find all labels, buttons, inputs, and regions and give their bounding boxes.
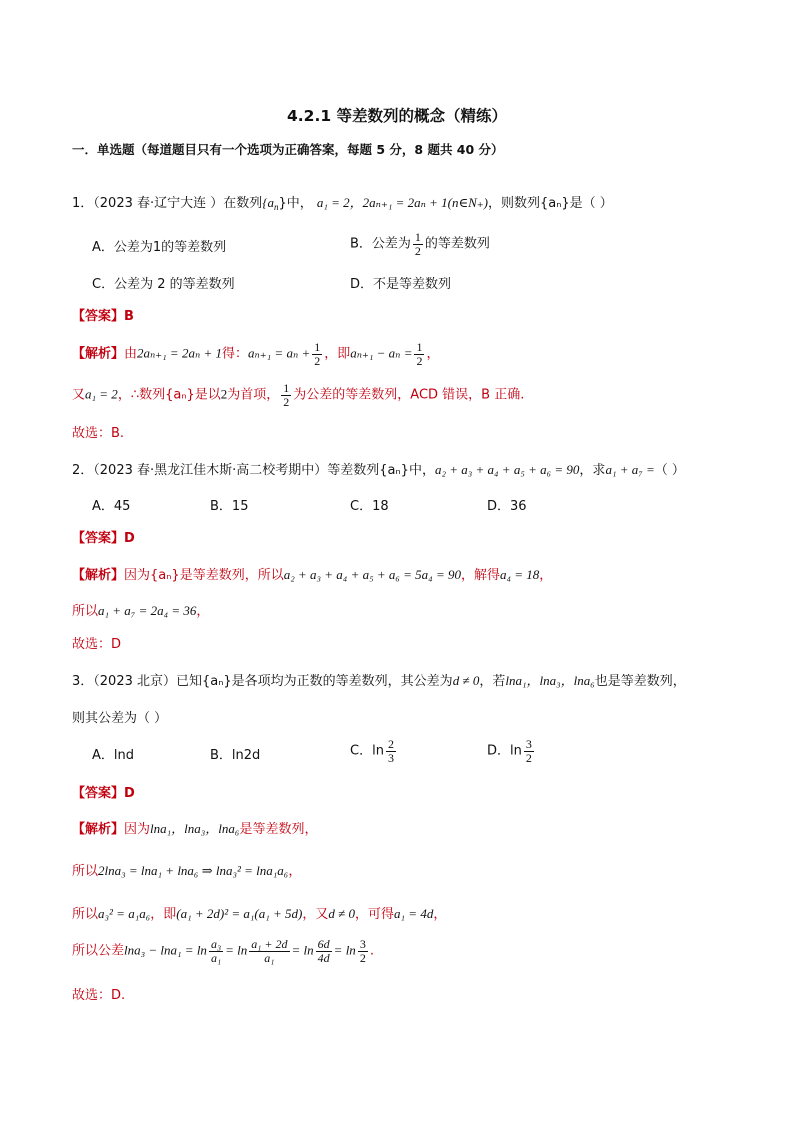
text: 得： — [222, 346, 249, 362]
text: ， — [288, 864, 302, 879]
q1-condition: a₁ = 2，2aₙ₊₁ = 2aₙ + 1(n∈N₊) — [316, 195, 488, 210]
math: lna₁，lna₃，lna₆ — [505, 673, 595, 688]
q1-conclusion: 故选：B. — [72, 426, 125, 441]
text: 所以 — [72, 907, 99, 922]
math: aₙ₊₁ − aₙ = — [350, 345, 413, 361]
frac — [316, 938, 332, 964]
text: C．ln — [350, 743, 384, 759]
math: d ≠ 0 — [452, 673, 480, 688]
q3-analysis-line-2 — [72, 860, 301, 879]
frac-num: a₁ + 2d — [251, 937, 288, 951]
answer-value: B — [124, 309, 134, 324]
q2-option-a: A．45 — [92, 499, 131, 514]
frac-num: a₃ — [210, 937, 222, 951]
frac-den: 3 — [387, 750, 394, 765]
q1-analysis-line-1 — [72, 341, 439, 367]
frac-num: 1 — [283, 381, 290, 395]
frac-num: 1 — [414, 230, 421, 244]
text: ， — [539, 568, 553, 583]
text: 也是等差数列， — [594, 674, 686, 689]
math: lna₁，lna₃，lna₆ — [150, 821, 240, 836]
frac-num: 3 — [525, 737, 532, 751]
text: 为公差的等差数列，ACD 错误，B 正确. — [293, 387, 525, 403]
q3-answer — [72, 782, 135, 801]
question-2-stem — [72, 459, 685, 478]
math: a₄ = 18 — [500, 567, 540, 582]
text: D．ln — [487, 743, 522, 759]
q2-option-d: D．36 — [487, 499, 527, 514]
frac-half — [312, 341, 322, 367]
text: 所以 — [72, 604, 99, 619]
q2-option-b: B．15 — [210, 499, 249, 514]
math: 2lna₃ = lna₁ + lna₆ ⇒ lna₃² = lna₁a₆ — [98, 863, 289, 878]
q2-end: （ ） — [654, 463, 685, 478]
q2-conclusion: 故选：D — [72, 637, 122, 652]
q2-condition: a₂ + a₃ + a₄ + a₅ + a₆ = 90 — [434, 462, 580, 477]
text: ，∴数列{aₙ}是以 — [117, 387, 221, 403]
text: 所以公差 — [72, 943, 125, 959]
frac — [386, 738, 396, 764]
text: 由 — [124, 346, 138, 362]
text: ，即 — [324, 346, 351, 362]
frac-den: 2 — [359, 950, 366, 965]
text: 3．（2023 北京）已知{aₙ}是各项均为正数的等差数列，其公差为 — [72, 674, 453, 689]
q2-prefix: 2．（2023 春·黑龙江佳木斯·高二校考期中）等差数列{aₙ}中， — [72, 463, 435, 478]
q2-suffix: ，求 — [579, 463, 606, 478]
question-1-stem: 1．（2023 春·辽宁大连 ）在数列$\{a_n\}$中， a₁ = 2，2aₙ₊₁ = 2aₙ + 1(n∈N₊)，则数列{aₙ}是（ ） — [72, 195, 613, 212]
q2-analysis-line-2 — [72, 600, 209, 619]
text: ， — [426, 346, 440, 362]
math: a₁ = 2 — [85, 386, 118, 402]
q1-option-c: C．公差为 2 的等差数列 — [92, 277, 235, 292]
math: aₙ₊₁ = aₙ + — [248, 345, 311, 361]
analysis-label: 【解析】 — [72, 568, 125, 583]
math: = ln — [291, 942, 314, 958]
q2-target: a₁ + a₇ = — [605, 462, 655, 477]
frac-den: 2 — [525, 750, 532, 765]
math: a₂ + a₃ + a₄ + a₅ + a₆ = 5a₄ = 90 — [283, 567, 461, 582]
math: 2aₙ₊₁ = 2aₙ + 1 — [137, 345, 222, 361]
q2-option-c: C．18 — [350, 499, 389, 514]
frac-den: 2 — [314, 353, 321, 368]
math: = ln — [225, 942, 248, 958]
section-heading: 一．单选题（每道题目只有一个选项为正确答案，每题 5 分，8 题共 40 分） — [72, 142, 504, 157]
frac-num: 6d — [317, 937, 330, 951]
frac-den: 4d — [317, 950, 330, 965]
text: ， — [433, 907, 447, 922]
frac-num: 3 — [359, 937, 366, 951]
text: 是等差数列， — [239, 822, 318, 837]
answer-label: 【答案】 — [72, 786, 125, 801]
q1-answer — [72, 305, 134, 324]
frac-half — [281, 382, 291, 408]
page-title: 4.2.1 等差数列的概念（精练） — [286, 107, 508, 125]
q3-option-a: A．lnd — [92, 748, 134, 763]
q1-option-b-frac — [413, 231, 423, 257]
frac-den: 2 — [414, 243, 421, 258]
text: 为首项， — [227, 387, 280, 403]
q3-option-c — [350, 738, 398, 764]
q3-analysis-line-4 — [72, 938, 374, 964]
q2-answer — [72, 527, 135, 546]
frac-num: 2 — [387, 737, 394, 751]
text: ，又 — [302, 907, 329, 922]
q1-prefix: 1．（2023 春·辽宁大连 ）在数列 — [72, 196, 263, 211]
q2-analysis-line-1 — [72, 564, 552, 583]
math: 2 — [220, 386, 228, 402]
math: lna₃ − lna₁ = ln — [124, 942, 207, 958]
frac — [249, 938, 289, 964]
text: 又 — [72, 387, 86, 403]
frac-den: a₁ — [264, 950, 275, 965]
math: d ≠ 0 — [328, 906, 356, 921]
answer-label: 【答案】 — [72, 309, 125, 324]
text: ， — [196, 604, 210, 619]
frac-num: 1 — [416, 340, 423, 354]
analysis-label: 【解析】 — [72, 346, 125, 362]
math: a₃² = a₁a₆ — [98, 906, 151, 921]
q1-suffix: ，则数列{aₙ}是（ ） — [487, 196, 613, 211]
frac-half — [414, 341, 424, 367]
q3-option-d — [487, 738, 536, 764]
answer-value: D — [124, 531, 135, 546]
q1-option-b-pre: B．公差为 — [350, 236, 411, 252]
analysis-label: 【解析】 — [72, 822, 125, 837]
frac-den: a₁ — [210, 950, 222, 965]
q1-seq: {a — [262, 195, 274, 210]
text: ，解得 — [460, 568, 500, 583]
q3-conclusion: 故选：D. — [72, 988, 126, 1003]
question-3-stem-line-2: 则其公差为（ ） — [72, 711, 168, 726]
frac-den: 2 — [416, 353, 423, 368]
q1-option-b-post: 的等差数列 — [424, 236, 490, 252]
q3-analysis-line-1 — [72, 818, 317, 837]
q1-option-a: A．公差为1的等差数列 — [92, 240, 227, 255]
text: ，即 — [150, 907, 177, 922]
text: ，若 — [479, 674, 506, 689]
math: a₁ + a₇ = 2a₄ = 36 — [98, 603, 197, 618]
frac-den: 2 — [283, 394, 290, 409]
question-3-stem-line-1 — [72, 670, 686, 689]
answer-label: 【答案】 — [72, 531, 125, 546]
q1-option-d: D．不是等差数列 — [350, 277, 452, 292]
q1-option-b — [350, 231, 490, 257]
math: = ln — [333, 942, 356, 958]
text: . — [369, 943, 374, 959]
q3-option-b: B．ln2d — [210, 748, 261, 763]
math: a₁ = 4d — [394, 906, 434, 921]
text: 因为 — [124, 822, 151, 837]
math: (a₁ + 2d)² = a₁(a₁ + 5d) — [176, 906, 303, 921]
frac — [209, 938, 223, 964]
q1-analysis-line-2 — [72, 382, 524, 408]
text: ，可得 — [355, 907, 395, 922]
text: 因为{aₙ}是等差数列，所以 — [124, 568, 284, 583]
answer-value: D — [124, 786, 135, 801]
frac — [524, 738, 534, 764]
frac — [358, 938, 368, 964]
q3-analysis-line-3 — [72, 903, 446, 922]
frac-num: 1 — [314, 340, 321, 354]
q1-mid: }中， — [278, 196, 313, 211]
text: 所以 — [72, 864, 99, 879]
